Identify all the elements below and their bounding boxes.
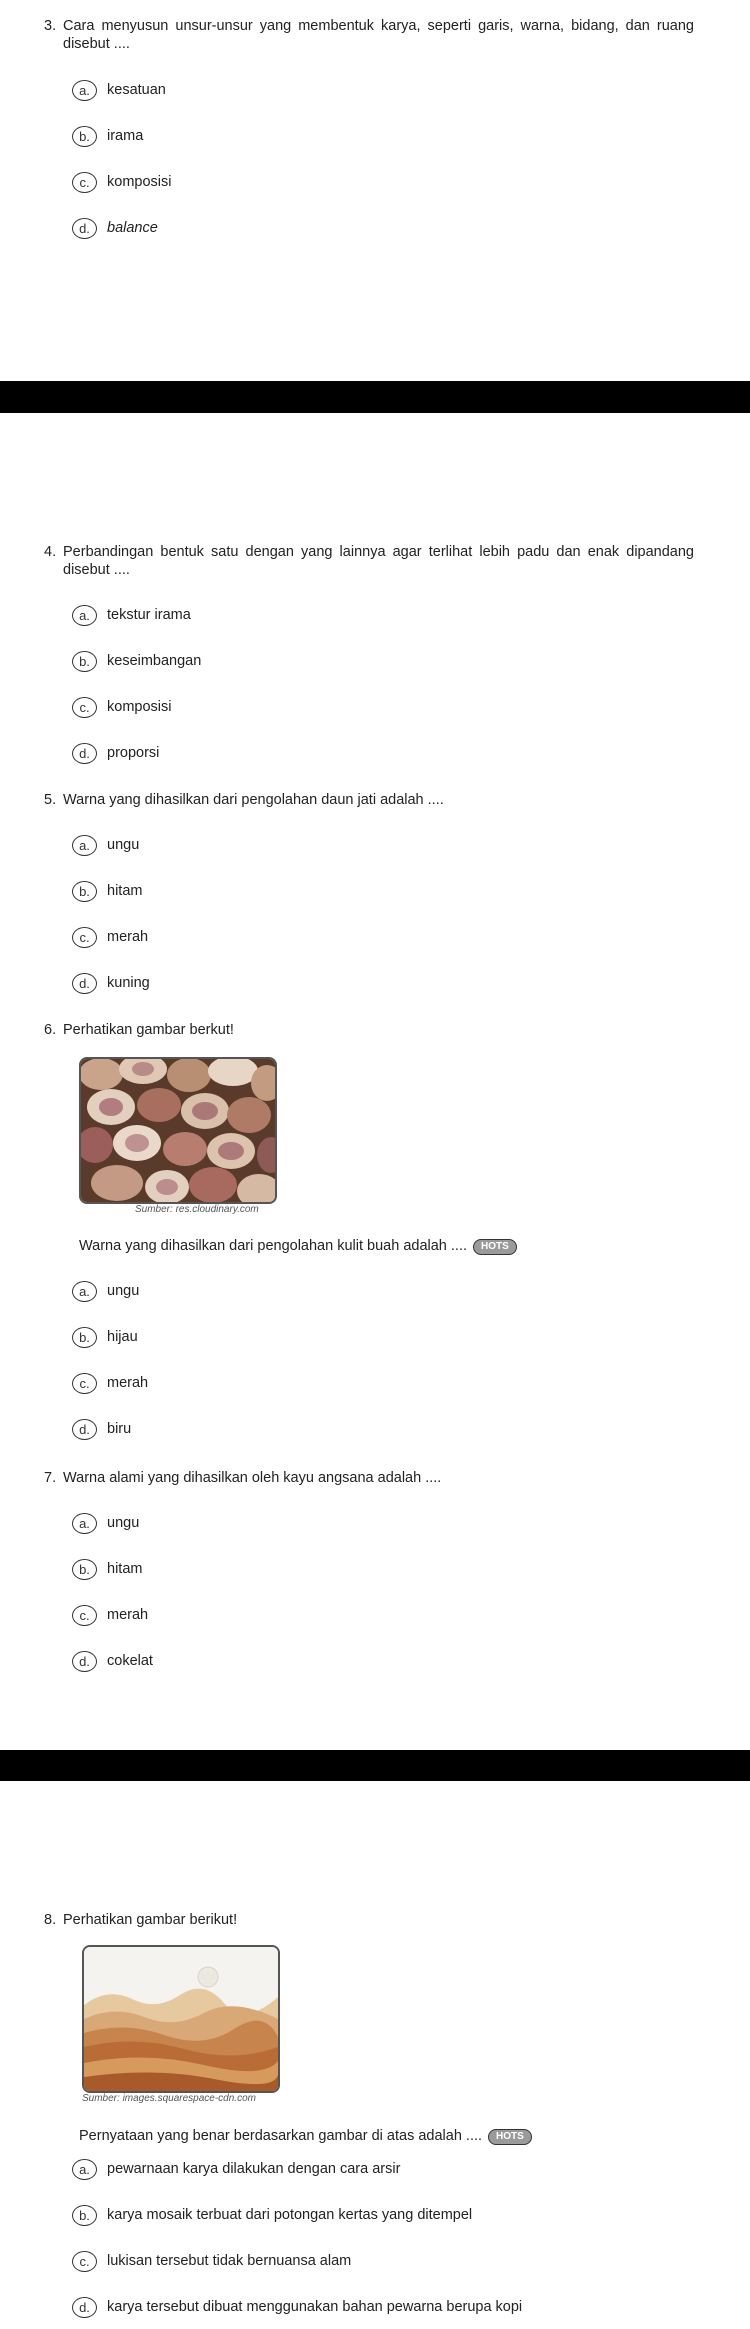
question-number: 4.	[44, 544, 57, 560]
option-text: ungu	[107, 1515, 140, 1531]
option-text: merah	[107, 929, 149, 945]
option-b[interactable]	[72, 2203, 472, 2227]
option-letter: d.	[72, 1651, 97, 1672]
option-letter: d.	[72, 973, 97, 994]
option-a[interactable]	[72, 1511, 139, 1535]
option-text: hitam	[107, 883, 143, 899]
option-text: keseimbangan	[107, 653, 202, 669]
question-text: Warna yang dihasilkan dari pengolahan daun jati adalah ....	[63, 792, 444, 808]
question-number: 5.	[44, 792, 57, 808]
option-text: biru	[107, 1421, 132, 1437]
question-7	[44, 1469, 694, 1487]
option-text: merah	[107, 1375, 149, 1391]
option-text: proporsi	[107, 745, 160, 761]
option-text: tekstur irama	[107, 607, 191, 623]
question-8	[44, 1911, 694, 1929]
option-text: komposisi	[107, 699, 172, 715]
option-letter: b.	[72, 1327, 97, 1348]
option-c[interactable]	[72, 1603, 148, 1627]
question-text: Cara menyusun unsur-unsur yang membentuk karya, seperti garis, warna, bidang, dan ruang disebut ....	[63, 18, 694, 52]
option-a[interactable]	[72, 603, 191, 627]
option-letter: d.	[72, 218, 97, 239]
option-letter: b.	[72, 2205, 97, 2226]
option-text: kesatuan	[107, 82, 166, 98]
option-letter: d.	[72, 2297, 97, 2318]
desert-hills-illustration	[84, 1947, 278, 2091]
page-divider	[0, 381, 750, 413]
option-letter: a.	[72, 1513, 97, 1534]
option-b[interactable]	[72, 1557, 142, 1581]
option-letter: c.	[72, 1373, 97, 1394]
option-a[interactable]	[72, 1279, 139, 1303]
option-d[interactable]	[72, 1649, 153, 1673]
nut-pile-illustration	[81, 1059, 275, 1202]
question-number: 3.	[44, 18, 57, 34]
fruit-skin-photo	[79, 1057, 277, 1204]
option-text: balance	[107, 220, 158, 236]
option-letter: a.	[72, 835, 97, 856]
option-letter: a.	[72, 1281, 97, 1302]
option-letter: b.	[72, 1559, 97, 1580]
option-letter: c.	[72, 697, 97, 718]
hots-badge: HOTS	[488, 2129, 532, 2145]
page-divider	[0, 1750, 750, 1781]
option-text: hitam	[107, 1561, 143, 1577]
option-text: karya tersebut dibuat menggunakan bahan pewarna berupa kopi	[107, 2299, 523, 2315]
option-letter: d.	[72, 743, 97, 764]
question-number: 8.	[44, 1912, 57, 1928]
option-b[interactable]	[72, 124, 143, 148]
question-text: Perhatikan gambar berkut!	[63, 1022, 234, 1038]
option-letter: a.	[72, 605, 97, 626]
option-text: kuning	[107, 975, 150, 991]
option-text: ungu	[107, 1283, 140, 1299]
option-text: merah	[107, 1607, 149, 1623]
option-text: irama	[107, 128, 144, 144]
option-d[interactable]	[72, 216, 158, 240]
image-caption: Sumber: res.cloudinary.com	[135, 1204, 259, 1215]
option-letter: c.	[72, 927, 97, 948]
option-d[interactable]	[72, 2295, 522, 2319]
option-text: komposisi	[107, 174, 172, 190]
option-d[interactable]	[72, 1417, 131, 1441]
option-letter: d.	[72, 1419, 97, 1440]
option-a[interactable]	[72, 2157, 400, 2181]
option-c[interactable]	[72, 2249, 351, 2273]
option-c[interactable]	[72, 170, 171, 194]
option-d[interactable]	[72, 971, 150, 995]
option-a[interactable]	[72, 78, 166, 102]
option-a[interactable]	[72, 833, 139, 857]
option-letter: a.	[72, 80, 97, 101]
option-letter: c.	[72, 1605, 97, 1626]
option-letter: b.	[72, 126, 97, 147]
question-3	[44, 17, 694, 53]
option-letter: a.	[72, 2159, 97, 2180]
stem-text: Pernyataan yang benar berdasarkan gambar di atas adalah ....	[79, 2128, 483, 2144]
option-letter: c.	[72, 2251, 97, 2272]
question-number: 6.	[44, 1022, 57, 1038]
option-text: hijau	[107, 1329, 138, 1345]
option-letter: b.	[72, 651, 97, 672]
stem-text: Warna yang dihasilkan dari pengolahan kulit buah adalah ....	[79, 1238, 468, 1254]
question-stem	[79, 2127, 532, 2145]
landscape-painting	[82, 1945, 280, 2093]
option-letter: c.	[72, 172, 97, 193]
image-caption: Sumber: images.squarespace-cdn.com	[82, 2093, 256, 2104]
question-text: Perhatikan gambar berikut!	[63, 1912, 238, 1928]
option-c[interactable]	[72, 695, 171, 719]
option-text: pewarnaan karya dilakukan dengan cara arsir	[107, 2161, 401, 2177]
hots-badge: HOTS	[473, 1239, 517, 1255]
option-letter: b.	[72, 881, 97, 902]
option-text: karya mosaik terbuat dari potongan kertas yang ditempel	[107, 2207, 473, 2223]
option-c[interactable]	[72, 1371, 148, 1395]
question-number: 7.	[44, 1470, 57, 1486]
option-b[interactable]	[72, 879, 142, 903]
option-d[interactable]	[72, 741, 159, 765]
question-text: Perbandingan bentuk satu dengan yang lainnya agar terlihat lebih padu dan enak dipandang disebut ....	[63, 544, 694, 578]
question-stem	[79, 1237, 517, 1255]
option-c[interactable]	[72, 925, 148, 949]
question-text: Warna alami yang dihasilkan oleh kayu angsana adalah ....	[63, 1470, 442, 1486]
option-b[interactable]	[72, 649, 201, 673]
option-text: ungu	[107, 837, 140, 853]
question-6	[44, 1021, 694, 1039]
option-text: lukisan tersebut tidak bernuansa alam	[107, 2253, 352, 2269]
option-b[interactable]	[72, 1325, 138, 1349]
option-text: cokelat	[107, 1653, 153, 1669]
question-4	[44, 543, 694, 579]
question-5	[44, 791, 694, 809]
